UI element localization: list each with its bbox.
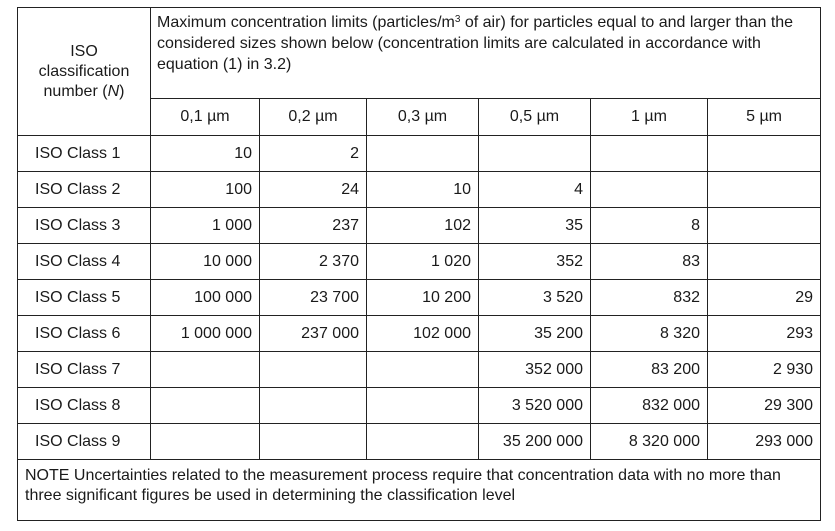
table-row <box>18 388 821 424</box>
concentration-cell <box>591 136 708 172</box>
iso-class-label: ISO Class 4 <box>18 244 151 280</box>
iso-classification-table <box>17 7 821 521</box>
concentration-cell: 8 320 <box>591 316 708 352</box>
iso-label-line2: classification <box>38 62 130 80</box>
concentration-cell <box>479 136 591 172</box>
table-row <box>18 172 821 208</box>
iso-label-line1: ISO <box>70 42 98 60</box>
size-header: 0,2 µm <box>260 99 367 136</box>
concentration-cell: 29 300 <box>708 388 821 424</box>
iso-class-label: ISO Class 9 <box>18 424 151 460</box>
table-note: NOTE Uncertainties related to the measurement process require that concentration data with no more than three significant figures be used in determining the classification level <box>18 460 821 521</box>
desc-superscript: 3 <box>454 14 461 25</box>
concentration-cell <box>260 352 367 388</box>
concentration-cell: 293 <box>708 316 821 352</box>
iso-class-label: ISO Class 5 <box>18 280 151 316</box>
concentration-cell: 237 <box>260 208 367 244</box>
concentration-cell: 10 200 <box>367 280 479 316</box>
iso-class-label: ISO Class 6 <box>18 316 151 352</box>
concentration-cell <box>367 388 479 424</box>
table-body <box>18 136 821 460</box>
table-row <box>18 352 821 388</box>
table-row <box>18 316 821 352</box>
iso-label-symbol: N <box>107 82 120 100</box>
concentration-cell <box>367 136 479 172</box>
concentration-cell <box>367 352 479 388</box>
concentration-cell: 100 <box>151 172 260 208</box>
iso-class-label: ISO Class 1 <box>18 136 151 172</box>
note-row <box>18 460 821 521</box>
desc-part2: of air) for particles equal to and larger than the considered sizes shown below (concentration limits are calculated in accordance with equation (1) in 3.2) <box>157 14 794 73</box>
concentration-cell <box>151 352 260 388</box>
concentration-cell: 10 <box>151 136 260 172</box>
table-row <box>18 280 821 316</box>
iso-label-prefix: number ( <box>43 82 108 100</box>
concentration-cell: 102 <box>367 208 479 244</box>
concentration-cell: 3 520 000 <box>479 388 591 424</box>
concentration-cell: 8 <box>591 208 708 244</box>
concentration-cell: 102 000 <box>367 316 479 352</box>
concentration-cell: 29 <box>708 280 821 316</box>
size-header: 1 µm <box>591 99 708 136</box>
concentration-cell <box>260 388 367 424</box>
concentration-cell: 352 000 <box>479 352 591 388</box>
concentration-cell: 10 <box>367 172 479 208</box>
concentration-cell: 293 000 <box>708 424 821 460</box>
concentration-cell <box>708 172 821 208</box>
concentration-cell <box>367 424 479 460</box>
concentration-cell: 2 370 <box>260 244 367 280</box>
concentration-cell: 35 200 000 <box>479 424 591 460</box>
concentration-cell: 352 <box>479 244 591 280</box>
concentration-cell: 2 930 <box>708 352 821 388</box>
table-row <box>18 424 821 460</box>
concentration-cell: 1 000 <box>151 208 260 244</box>
table-row <box>18 208 821 244</box>
iso-class-label: ISO Class 3 <box>18 208 151 244</box>
iso-label-suffix: ) <box>119 82 125 100</box>
concentration-cell: 3 520 <box>479 280 591 316</box>
size-header: 0,3 µm <box>367 99 479 136</box>
concentration-cell: 1 020 <box>367 244 479 280</box>
concentration-cell <box>151 424 260 460</box>
concentration-cell <box>151 388 260 424</box>
size-header: 5 µm <box>708 99 821 136</box>
desc-part1: Maximum concentration limits (particles/m <box>157 14 455 31</box>
concentration-cell <box>591 172 708 208</box>
concentration-cell: 8 320 000 <box>591 424 708 460</box>
concentration-cell: 35 200 <box>479 316 591 352</box>
iso-class-label: ISO Class 7 <box>18 352 151 388</box>
concentration-cell <box>260 424 367 460</box>
iso-number-header <box>18 8 151 136</box>
iso-class-label: ISO Class 8 <box>18 388 151 424</box>
concentration-cell: 100 000 <box>151 280 260 316</box>
concentration-cell: 83 200 <box>591 352 708 388</box>
concentration-cell: 83 <box>591 244 708 280</box>
size-header: 0,5 µm <box>479 99 591 136</box>
concentration-cell: 23 700 <box>260 280 367 316</box>
concentration-cell: 4 <box>479 172 591 208</box>
concentration-cell: 832 <box>591 280 708 316</box>
table-row <box>18 244 821 280</box>
concentration-cell: 832 000 <box>591 388 708 424</box>
concentration-cell: 10 000 <box>151 244 260 280</box>
concentration-cell <box>708 244 821 280</box>
size-header: 0,1 µm <box>151 99 260 136</box>
concentration-cell: 24 <box>260 172 367 208</box>
concentration-cell: 2 <box>260 136 367 172</box>
table-header-row <box>18 8 821 99</box>
concentration-cell: 237 000 <box>260 316 367 352</box>
concentration-cell <box>708 136 821 172</box>
table-row <box>18 136 821 172</box>
concentration-cell: 35 <box>479 208 591 244</box>
concentration-limits-header <box>151 8 821 99</box>
concentration-cell: 1 000 000 <box>151 316 260 352</box>
concentration-cell <box>708 208 821 244</box>
iso-class-label: ISO Class 2 <box>18 172 151 208</box>
